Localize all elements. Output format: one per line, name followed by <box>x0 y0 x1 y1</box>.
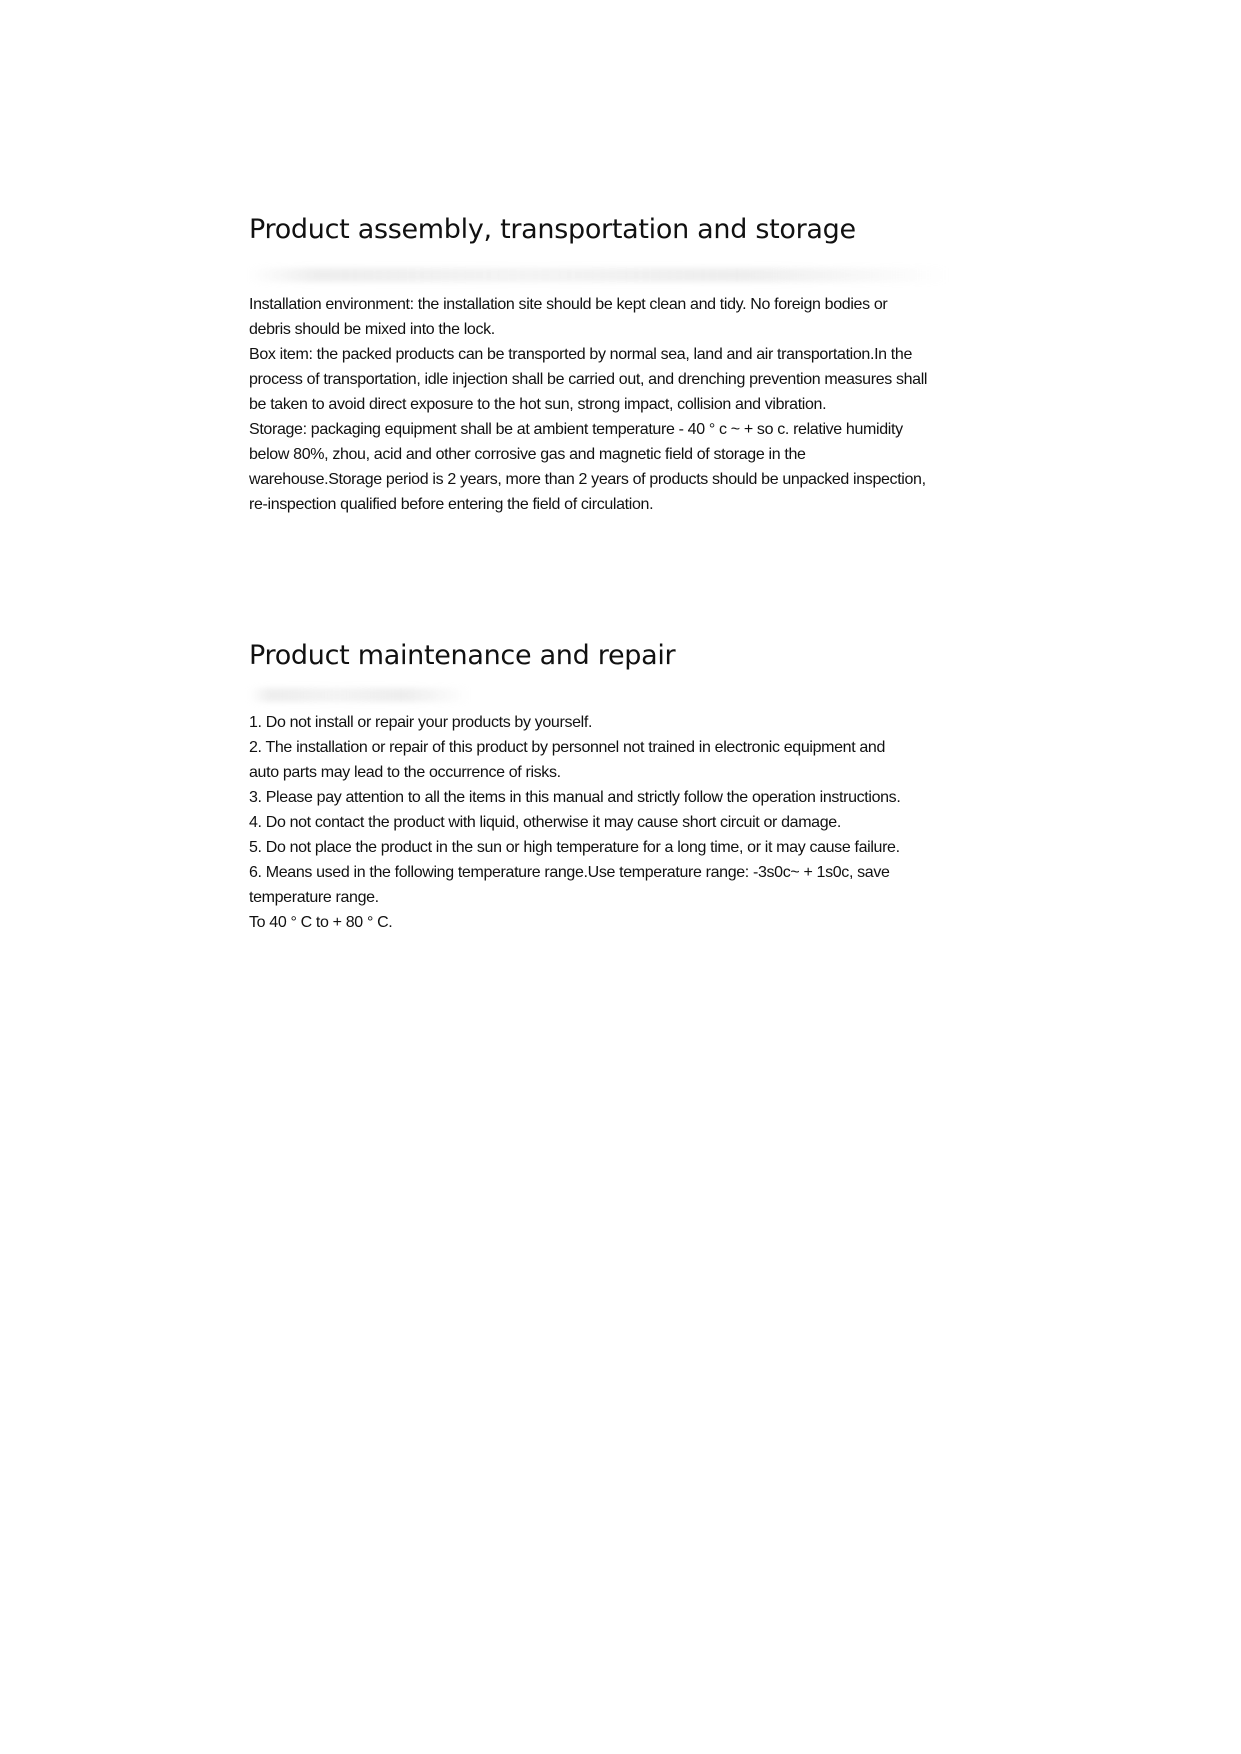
text-line: re-inspection qualified before entering the field of circulation. <box>249 496 654 513</box>
section-assembly-transport-storage <box>249 206 1019 517</box>
text-line: Box item: the packed products can be transported by normal sea, land and air transportation.In the <box>249 346 912 363</box>
list-item: temperature range. <box>249 889 379 906</box>
section-heading: Product assembly, transportation and storage <box>249 214 856 245</box>
section-maintenance-repair <box>249 632 1019 935</box>
faded-bleedthrough-band <box>249 688 469 702</box>
faded-bleedthrough-band <box>249 268 949 282</box>
text-line: be taken to avoid direct exposure to the hot sun, strong impact, collision and vibration. <box>249 396 827 413</box>
text-line: below 80%, zhou, acid and other corrosive gas and magnetic field of storage in the <box>249 446 806 463</box>
list-item: 5. Do not place the product in the sun or high temperature for a long time, or it may cause failure. <box>249 839 900 856</box>
list-item: 1. Do not install or repair your products by yourself. <box>249 714 593 731</box>
list-item: 4. Do not contact the product with liquid, otherwise it may cause short circuit or damage. <box>249 814 841 831</box>
list-item: auto parts may lead to the occurrence of risks. <box>249 764 561 781</box>
list-item: 2. The installation or repair of this product by personnel not trained in electronic equipment and <box>249 739 886 756</box>
section-body <box>249 292 1019 517</box>
section-heading: Product maintenance and repair <box>249 640 676 671</box>
list-item: 3. Please pay attention to all the items in this manual and strictly follow the operation instructions. <box>249 789 901 806</box>
text-line: Installation environment: the installation site should be kept clean and tidy. No foreign bodies or <box>249 296 888 313</box>
text-line: warehouse.Storage period is 2 years, more than 2 years of products should be unpacked inspection, <box>249 471 926 488</box>
text-line: Storage: packaging equipment shall be at ambient temperature - 40 ° c ~ + so c. relative humidity <box>249 421 903 438</box>
text-line: process of transportation, idle injection shall be carried out, and drenching prevention measures shall <box>249 371 928 388</box>
list-item: 6. Means used in the following temperature range.Use temperature range: -3s0c~ + 1s0c, save <box>249 864 890 881</box>
list-item: To 40 ° C to + 80 ° C. <box>249 914 393 931</box>
section-body <box>249 710 1019 935</box>
text-line: debris should be mixed into the lock. <box>249 321 495 338</box>
